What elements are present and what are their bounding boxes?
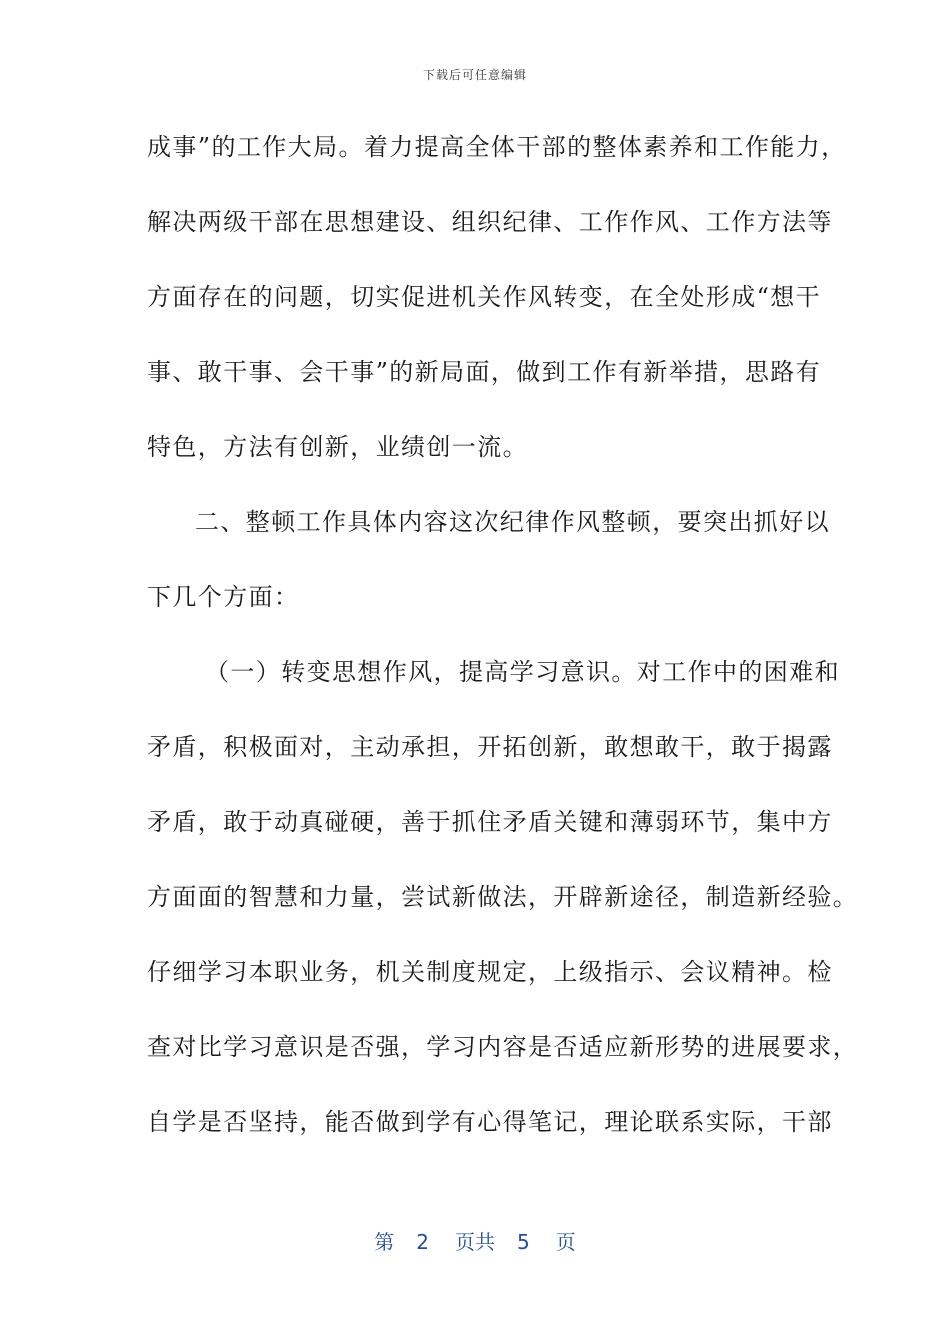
page-footer [0,1226,950,1255]
paragraph-line: 查对比学习意识是否强，学习内容是否适应新形势的进展要求， [147,1033,859,1061]
paragraph-line: 自学是否坚持，能否做到学有心得笔记，理论联系实际，干部 [147,1108,833,1136]
paragraph-line: 下几个方面： [147,583,300,611]
paragraph-line: 事、敢干事、会干事”的新局面，做到工作有新举措，思路有 [147,358,822,386]
footer-middle: 页共 [455,1230,495,1254]
paragraph-line: 方面存在的问题，切实促进机关作风转变，在全处形成“想干 [147,283,822,311]
paragraph-line: 成事”的工作大局。着力提高全体干部的整体素养和工作能力， [147,133,847,161]
footer-suffix: 页 [555,1230,576,1254]
document-body [147,130,859,1180]
paragraph-line: 特色，方法有创新，业绩创一流。 [147,433,528,461]
paragraph-line: 矛盾，敢于动真碰硬，善于抓住矛盾关键和薄弱环节，集中方 [147,808,833,836]
paragraph-line: 矛盾，积极面对，主动承担，开拓创新，敢想敢干，敢于揭露 [147,733,833,761]
section-heading-line: 二、整顿工作具体内容这次纪律作风整顿，要突出抓好以 [195,508,830,536]
footer-current-page: 2 [416,1230,429,1254]
paragraph-line: 仔细学习本职业务，机关制度规定，上级指示、会议精神。检 [147,958,833,986]
paragraph-line: 解决两级干部在思想建设、组织纪律、工作作风、工作方法等 [147,208,833,236]
page-header: 下载后可任意编辑 [422,68,527,82]
footer-total-pages: 5 [517,1230,530,1254]
footer-prefix: 第 [374,1230,395,1254]
subsection-heading-line: （一）转变思想作风，提高学习意识。对工作中的困难和 [205,658,840,686]
paragraph-line: 方面面的智慧和力量，尝试新做法，开辟新途径，制造新经验。 [147,883,859,911]
